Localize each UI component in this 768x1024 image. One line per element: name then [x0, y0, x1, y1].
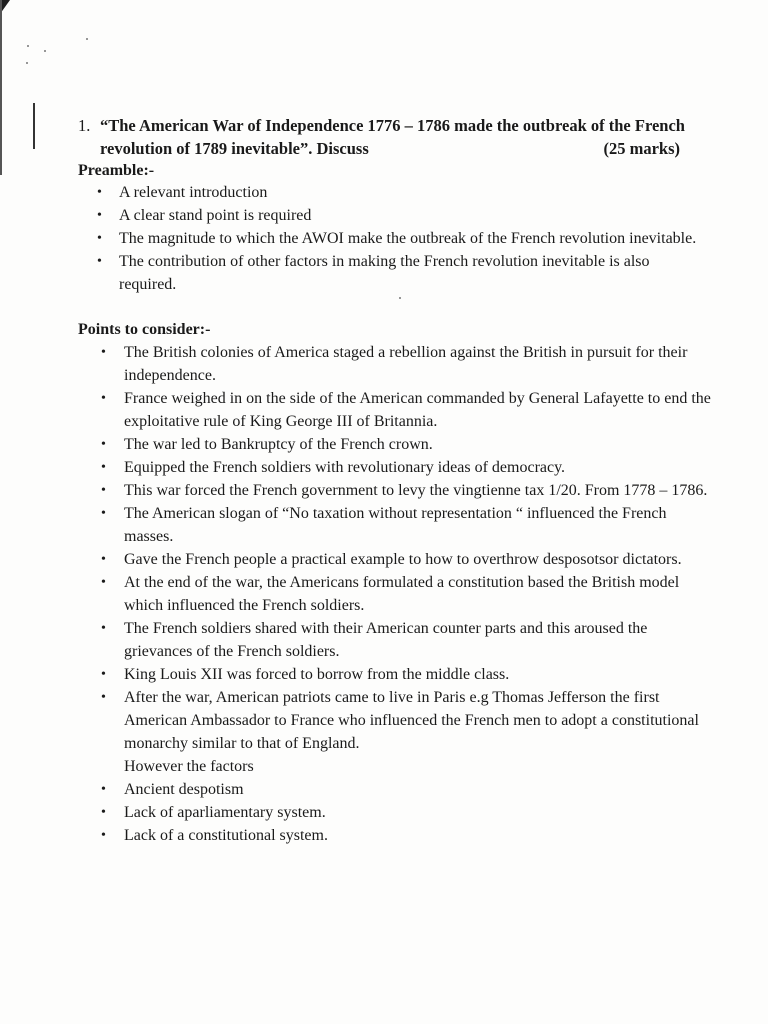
bullet-icon: •: [101, 805, 106, 820]
question-number: 1.: [78, 116, 91, 135]
bullet-icon: •: [101, 575, 106, 590]
scan-edge-line: [0, 0, 2, 175]
bullet-icon: •: [101, 621, 106, 636]
list-item: • The magnitude to which the AWOI make the outbreak of the French revolution inevitable.: [119, 227, 709, 250]
list-item: • The British colonies of America staged a rebellion against the British in pursuit for their independence.: [124, 341, 712, 387]
scan-speck: [27, 45, 29, 47]
bullet-icon: •: [101, 782, 106, 797]
list-item: • After the war, American patriots came to live in Paris e.g Thomas Jefferson the first American Ambassador to France who influenced the French men to adopt a constitutional monarchy similar to that of England.: [124, 686, 712, 755]
points-heading: Points to consider:-: [78, 321, 211, 338]
bullet-icon: •: [101, 690, 106, 705]
scan-speck: [86, 38, 88, 40]
scan-speck: [399, 297, 401, 299]
bullet-icon: •: [97, 231, 102, 246]
list-item: • A relevant introduction: [119, 181, 709, 204]
list-item: • Lack of aparliamentary system.: [124, 801, 712, 824]
list-item: • At the end of the war, the Americans formulated a constitution based the British model which influenced the French soldiers.: [124, 571, 712, 617]
question-block: [78, 114, 688, 160]
list-item: • The war led to Bankruptcy of the French crown.: [124, 433, 712, 456]
preamble-heading: Preamble:-: [78, 162, 155, 179]
bullet-icon: •: [101, 552, 106, 567]
bullet-icon: •: [101, 437, 106, 452]
bullet-icon: •: [97, 208, 102, 223]
list-item: • France weighed in on the side of the American commanded by General Lafayette to end the exploitative rule of King George III of Britannia.: [124, 387, 712, 433]
scan-speck: [44, 50, 46, 52]
bullet-icon: •: [101, 506, 106, 521]
points-list: [101, 341, 712, 847]
list-item: • The American slogan of “No taxation without representation “ influenced the French masses.: [124, 502, 712, 548]
list-subheading: However the factors: [124, 758, 254, 775]
list-item: • This war forced the French government to levy the vingtienne tax 1/20. From 1778 – 1786.: [124, 479, 712, 502]
list-item: • King Louis XII was forced to borrow from the middle class.: [124, 663, 712, 686]
bullet-icon: •: [97, 185, 102, 200]
question-text: “The American War of Independence 1776 – 1786 made the outbreak of the French revolution of 1789 inevitable”. Discuss: [100, 116, 685, 158]
list-item: • The contribution of other factors in making the French revolution inevitable is also required.: [119, 250, 709, 296]
bullet-icon: •: [101, 667, 106, 682]
list-item: • The French soldiers shared with their American counter parts and this aroused the grievances of the French soldiers.: [124, 617, 712, 663]
bullet-icon: •: [97, 254, 102, 269]
bullet-icon: •: [101, 460, 106, 475]
list-item: • A clear stand point is required: [119, 204, 709, 227]
question-marks: (25 marks): [603, 139, 680, 158]
list-item: • Gave the French people a practical example to how to overthrow desposotsor dictators.: [124, 548, 712, 571]
bullet-icon: •: [101, 391, 106, 406]
bullet-icon: •: [101, 483, 106, 498]
scan-speck: [26, 62, 28, 64]
list-item: • Equipped the French soldiers with revolutionary ideas of democracy.: [124, 456, 712, 479]
list-item: • Lack of a constitutional system.: [124, 824, 712, 847]
preamble-list: [97, 181, 709, 296]
bullet-icon: •: [101, 828, 106, 843]
margin-mark: [33, 103, 35, 149]
bullet-icon: •: [101, 345, 106, 360]
list-item: • Ancient despotism: [124, 778, 712, 801]
